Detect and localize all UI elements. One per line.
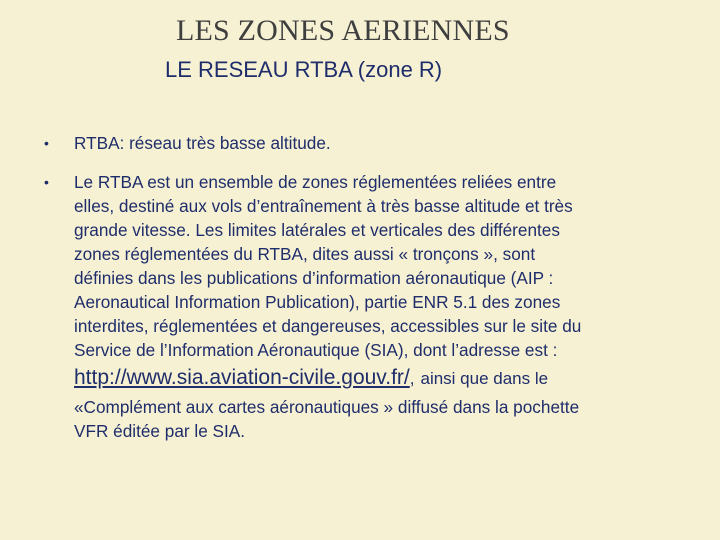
paragraph-line: interdites, réglementées et dangereuses, accessibles sur le site du bbox=[74, 316, 582, 336]
paragraph-line: zones réglementées du RTBA, dites aussi « tronçons », sont bbox=[74, 244, 536, 264]
paragraph-line: grande vitesse. Les limites latérales et verticales des différentes bbox=[74, 220, 560, 240]
link-line bbox=[74, 363, 689, 393]
slide-subtitle: LE RESEAU RTBA (zone R) bbox=[165, 57, 443, 82]
slide-title: LES ZONES AERIENNES bbox=[176, 14, 510, 47]
paragraph-line: Service de l’Information Aéronautique (SIA), dont l’adresse est : bbox=[74, 340, 558, 360]
bullet-dot-icon: • bbox=[44, 174, 49, 190]
paragraph-line: définies dans les publications d’information aéronautique (AIP : bbox=[74, 268, 554, 288]
link-comma: , bbox=[409, 369, 415, 388]
paragraph-line: Aeronautical Information Publication), partie ENR 5.1 des zones bbox=[74, 292, 561, 312]
bullet-text: RTBA: réseau très basse altitude. bbox=[74, 133, 331, 153]
paragraph-line: «Complément aux cartes aéronautiques » diffusé dans la pochette bbox=[74, 397, 580, 417]
bullet-paragraph bbox=[74, 170, 689, 443]
sia-website-link[interactable]: http://www.sia.aviation-civile.gouv.fr/ bbox=[74, 366, 410, 389]
paragraph-line: VFR éditée par le SIA. bbox=[74, 421, 246, 441]
paragraph-line: elles, destiné aux vols d’entraînement à très basse altitude et très bbox=[74, 196, 573, 216]
paragraph-line: Le RTBA est un ensemble de zones réglementées reliées entre bbox=[74, 172, 557, 192]
after-link-text: ainsi que dans le bbox=[420, 369, 549, 388]
bullet-dot-icon: • bbox=[44, 135, 49, 151]
